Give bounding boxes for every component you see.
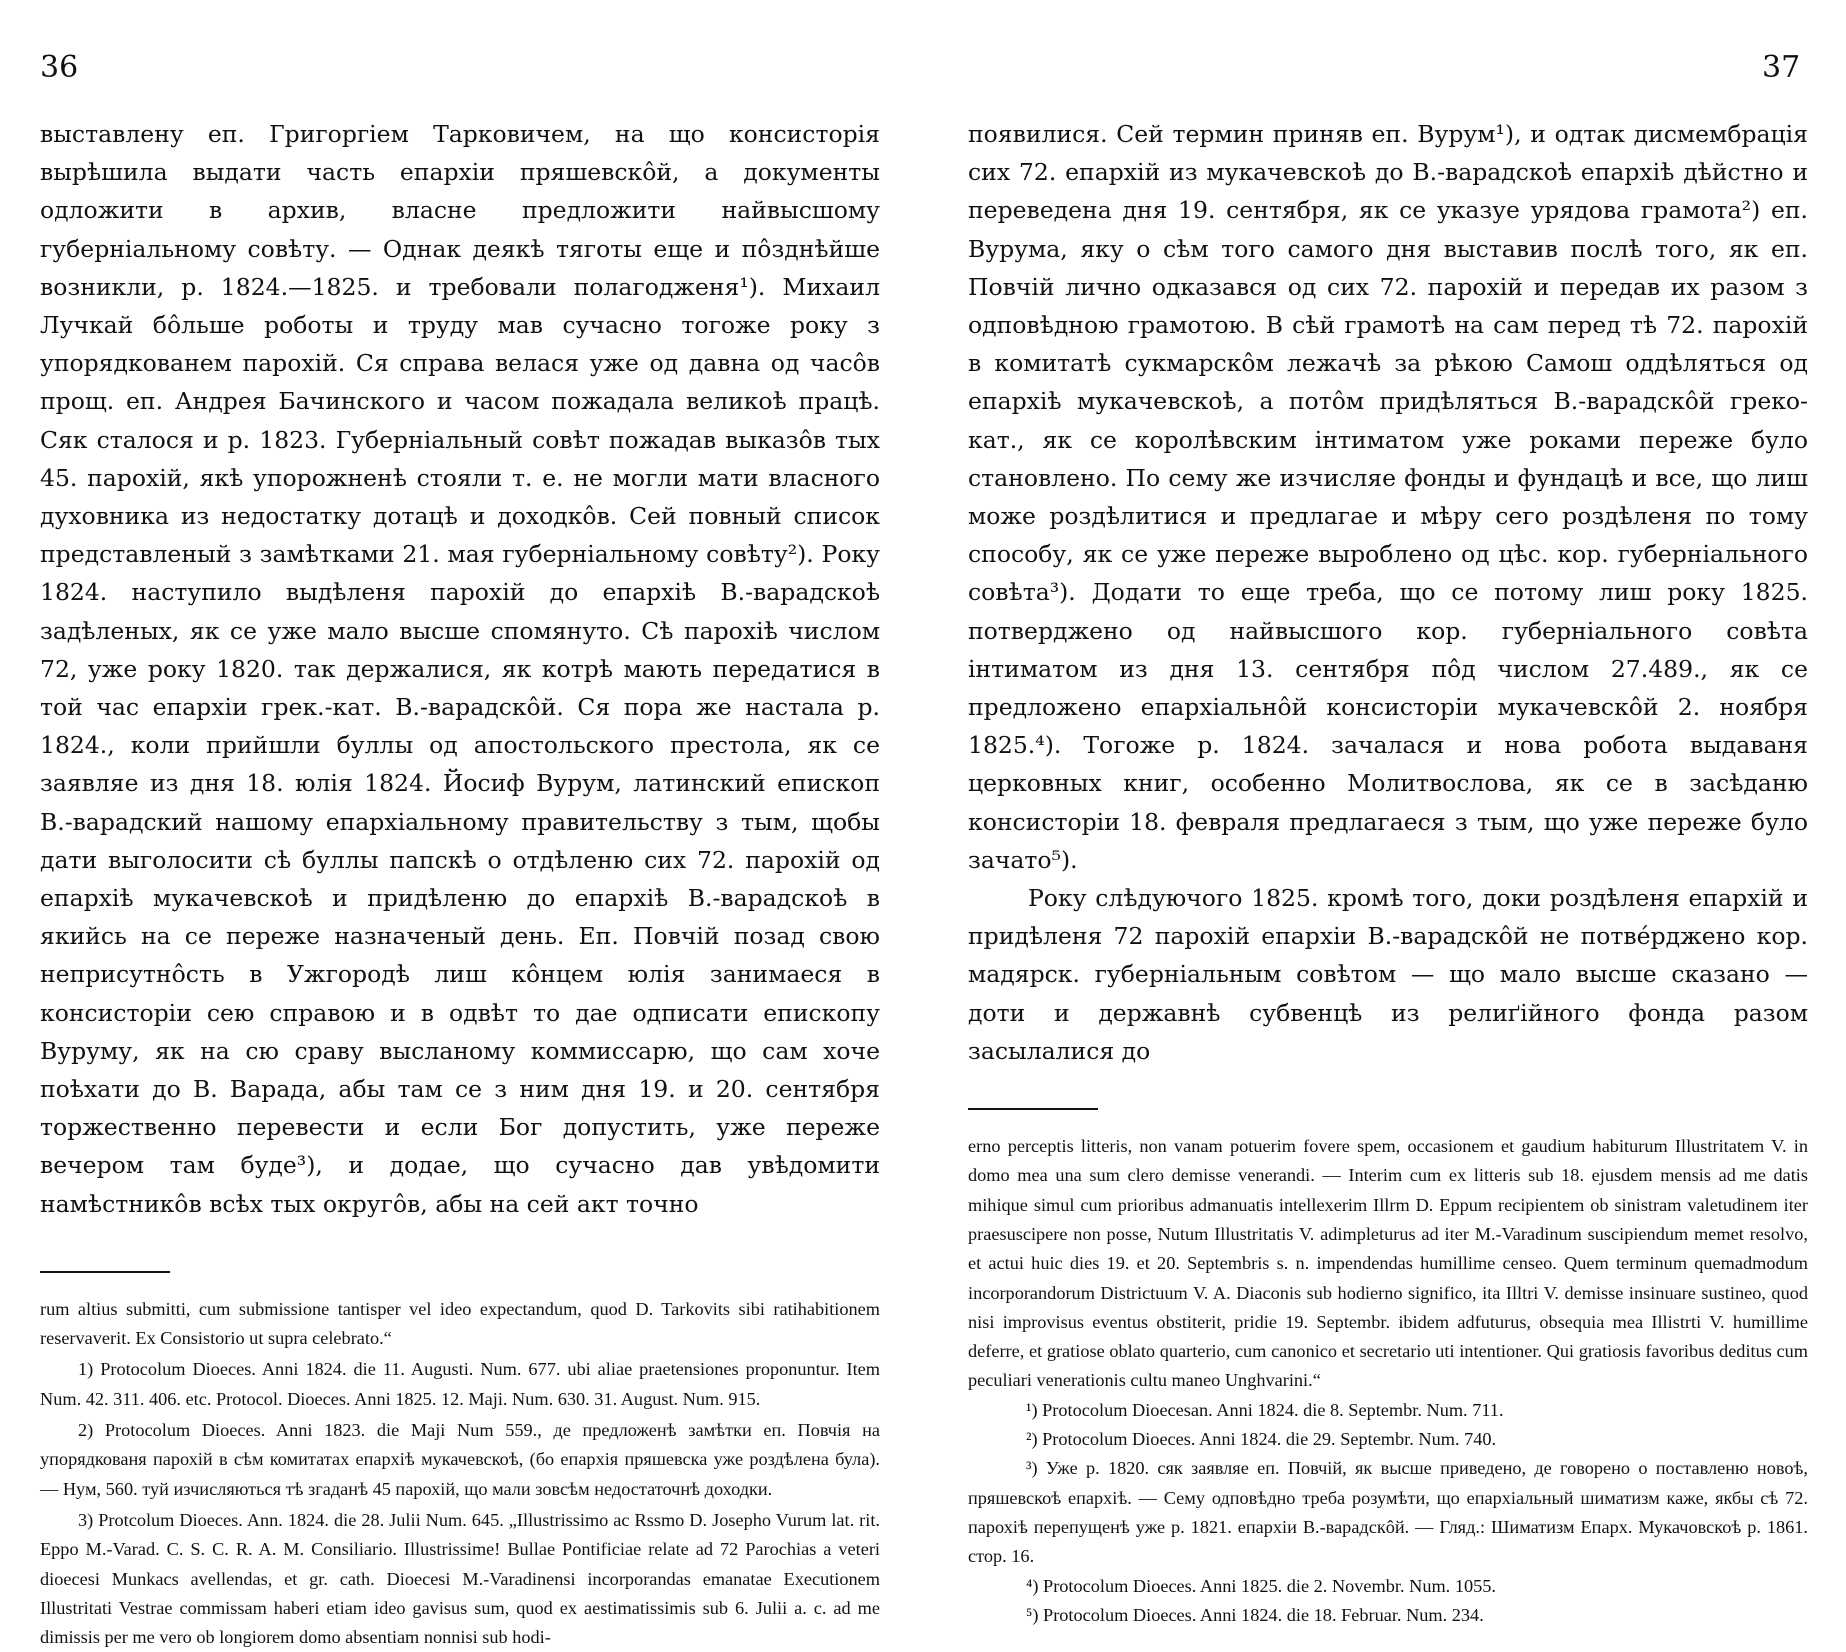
footnote-2: ²) Protocolum Dioeces. Anni 1824. die 29. Septembr. Num. 740. bbox=[1026, 1429, 1497, 1450]
main-paragraph: Року слѣдуючого 1825. кромѣ того, доки роздѣленя епархій и придѣленя 72 парохій епархіи В.-варадскôй не потвéрджено кор. мадярск. губерніальным совѣтом — що мало высше сказано — доти и державнѣ субвенцѣ из релиґійного фонда разом засылалися до bbox=[968, 884, 1808, 1065]
footnote-2: 2) Protocolum Dioeces. Anni 1823. die Maji Num 559., де предложенѣ замѣтки еп. Повчія на упорядкованя парохій в сѣм комитатах епархіѣ мукачевскоѣ, (бо епархія пряшевска уже роздѣлена була). — Нум, 560. туй изчисляються тѣ згаданѣ 45 парохій, що мали зовсѣм недостаточнѣ доходки. bbox=[40, 1420, 880, 1499]
footnotes-right bbox=[968, 1132, 1808, 1630]
main-paragraph: выставлену еп. Григоргіем Тарковичем, на що консисторія вырѣшила выдати часть епархіи пряшевскôй, а документы одложити в архив, власне предложити найвысшому губерніальному совѣту. — Однак деякѣ тяготы еще и пôзднѣйше возникли, р. 1824.—1825. и требовали полагодженя¹). Михаил Лучкай бôльше роботы и труду мав сучасно тогоже року з упорядкованем парохій. Ся справа велася уже од давна од часôв прощ. еп. Андрея Бачинского и часом пожадала великоѣ працѣ. Сяк сталося и р. 1823. Губерніальный совѣт пожадав выказôв тых 45. парохій, якѣ упорожненѣ стояли т. е. не могли мати власного духовника из недостатку дотацѣ и доходкôв. Сей повный список представленый з замѣтками 21. мая губерніальному совѣту²). Року 1824. наступило выдѣленя парохій до епархіѣ В.-варадскоѣ задѣленых, як се уже мало высше спомянуто. Сѣ парохіѣ числом 72, уже року 1820. так держалися, як котрѣ мають передатися в той час епархіи грек.-кат. В.-варадскôй. Ся пора же настала р. 1824., коли прийшли буллы од апостольского престола, як се заявляе из дня 18. юлія 1824. Йосиф Вурум, латинский епископ В.-варадский нашому епархіальному правительству з тым, щобы дати выголосити сѣ буллы папскѣ о отдѣленю сих 72. парохій од епархіѣ мукачевскоѣ и придѣленю до епархіѣ В.-варадскоѣ в якийсь на се переже назначеный день. Еп. Повчій позад свою неприсутнôсть в Ужгородѣ лиш кôнцем юлія занимаеся в консисторіи сею справою и в одвѣт то дае одписати епископу Вуруму, як на сю сраву высланому коммиссарю, що сам хоче поѣхати до В. Варада, абы там се з ним дня 19. и 20. сентября торжественно перевести и если Бог допустить, уже переже вечером там буде³), и додае, що сучасно дав увѣдомити намѣстникôв всѣх тых округôв, абы на сей акт точно bbox=[40, 120, 880, 1218]
footnote-1: 1) Protocolum Dioeces. Anni 1824. die 11. Augusti. Num. 677. ubi aliae praetensiones proponuntur. Item Num. 42. 311. 406. etc. Protocol. Dioeces. Anni 1825. 12. Maji. Num. 630. 31. August. Num. 915. bbox=[40, 1359, 880, 1409]
page-number-right: 37 bbox=[1762, 50, 1801, 85]
footnotes-left bbox=[40, 1295, 880, 1652]
page-left-column bbox=[40, 115, 880, 1652]
footnote-1: ¹) Protocolum Dioecesan. Anni 1824. die 8. Septembr. Num. 711. bbox=[1026, 1399, 1504, 1420]
footnote-continuation: rum altius submitti, cum submissione tantisper vel ideo expectandum, quod D. Tarkovits sibi ratihabitionem reservaverit. Ex Consistorio ut supra celebrato.“ bbox=[40, 1298, 880, 1349]
page-number-left: 36 bbox=[40, 50, 79, 85]
footnote-continuation: erno perceptis litteris, non vanam potuerim fovere spem, occasionem et gaudium habiturum Illustritatem V. in domo mea una sum clero demisse venerandi. — Interim cum ex litteris sub 18. ejusdem mensis ad me datis mihique simul cum prioribus admanuatis intellexerim Illrm D. Eppum recipientem ob sinistram valetudinem iter praesuscipere non posse, Nutum Illustritatis V. adimpleturus ad iter M.-Varadinum suscipiendum memet resolvo, et actui huic dies 19. et 20. Septembris s. n. impendendas humillime censeo. Quem terminum quemadmodum incorporandorum Districtuum V. A. Diaconis sub hodierno significo, ita Illtri V. demisse insinuare sustineo, quod nisi improvisus eventus obstiterit, pridie 19. Septembr. ibidem adfuturus, obsequia mea Illistrti V. humillime deferre, et gratiose oblato quarterio, cum canonico et secretario uti intentioner. Qui gratiosis favoribus deditus cum peculiari venerationis cultu maneo Unghvarini.“ bbox=[968, 1136, 1808, 1391]
page-right-column bbox=[968, 115, 1808, 1630]
footnote-divider bbox=[968, 1108, 1098, 1110]
main-paragraph: появилися. Сей термин приняв еп. Вурум¹), и одтак дисмембрація сих 72. епархій из мукачевскоѣ до В.-варадскоѣ епархіѣ дѣйстно и переведена дня 19. сентября, як се указуе урядова грамота²) еп. Вурума, яку о сѣм того самого дня выставив послѣ того, як еп. Повчій лично одказався од сих 72. парохій и передав их разом з одповѣдною грамотою. В сѣй грамотѣ на сам перед тѣ 72. парохій в комитатѣ сукмарскôм лежачѣ за рѣкою Самош оддѣляться од епархіѣ мукачевскоѣ, а потôм придѣляться В.-варадскôй греко-кат., як се королѣвским інтиматом уже роками переже було становлено. По сему же изчисляе фонды и фундацѣ и все, що лиш може роздѣлитися и предлагае и мѣру сего роздѣленя по тому способу, як се уже переже выроблено од цѣс. кор. губерніального совѣта³). Додати то еще треба, що се потому лиш року 1825. потверджено од найвысшого кор. губерніального совѣта інтиматом из дня 13. сентября пôд числом 27.489., як се предложено епархіальнôй консисторіи мукачевскôй 2. ноября 1825.⁴). Тогоже р. 1824. зачалася и нова робота выдаваня церковных книг, особенно Молитвослова, як се в засѣданю консисторіи 18. февраля предлагаеся з тым, що уже переже було зачато⁵). bbox=[968, 120, 1808, 874]
footnote-5: ⁵) Protocolum Dioeces. Anni 1824. die 18. Februar. Num. 234. bbox=[1026, 1604, 1484, 1625]
footnote-3: 3) Protcolum Dioeces. Ann. 1824. die 28. Julii Num. 645. „Illustrissimo ac Rssmo D. Josepho Vurum lat. rit. Eppo M.-Varad. C. S. C. R. A. M. Consiliario. Illustrissime! Bullae Pontificiae relate ad 72 Parochias a veteri dioecesi Munkacs avellendas, et gr. cath. Dioecesi M.-Varadinensi incorporandas emanatae Executionem Illustritati Vestrae commissam haberi etiam ideo gavisus sum, quod ex aestimatissimis sub 6. Julii a. c. ad me dimissis per me vero ob longiorem domo absentiam nonnisi sub hodi- bbox=[40, 1509, 880, 1648]
main-text-right bbox=[968, 115, 1808, 1070]
footnote-3: ³) Уже р. 1820. сяк заявляе еп. Повчій, як высше приведено, де говорено о поставленю новоѣ, пряшевскоѣ епархіѣ. — Сему одповѣдно треба розумѣти, що епархіальный шиматизм каже, якбы сѣ 72. парохіѣ перепущенѣ уже р. 1821. епархіи В.-варадскôй. — Гляд.: Шиматизм Епарх. Мукачовскоѣ р. 1861. стор. 16. bbox=[968, 1458, 1808, 1567]
footnote-4: ⁴) Protocolum Dioeces. Anni 1825. die 2. Novembr. Num. 1055. bbox=[1026, 1575, 1496, 1596]
main-text-left bbox=[40, 115, 880, 1223]
footnote-divider bbox=[40, 1271, 170, 1273]
